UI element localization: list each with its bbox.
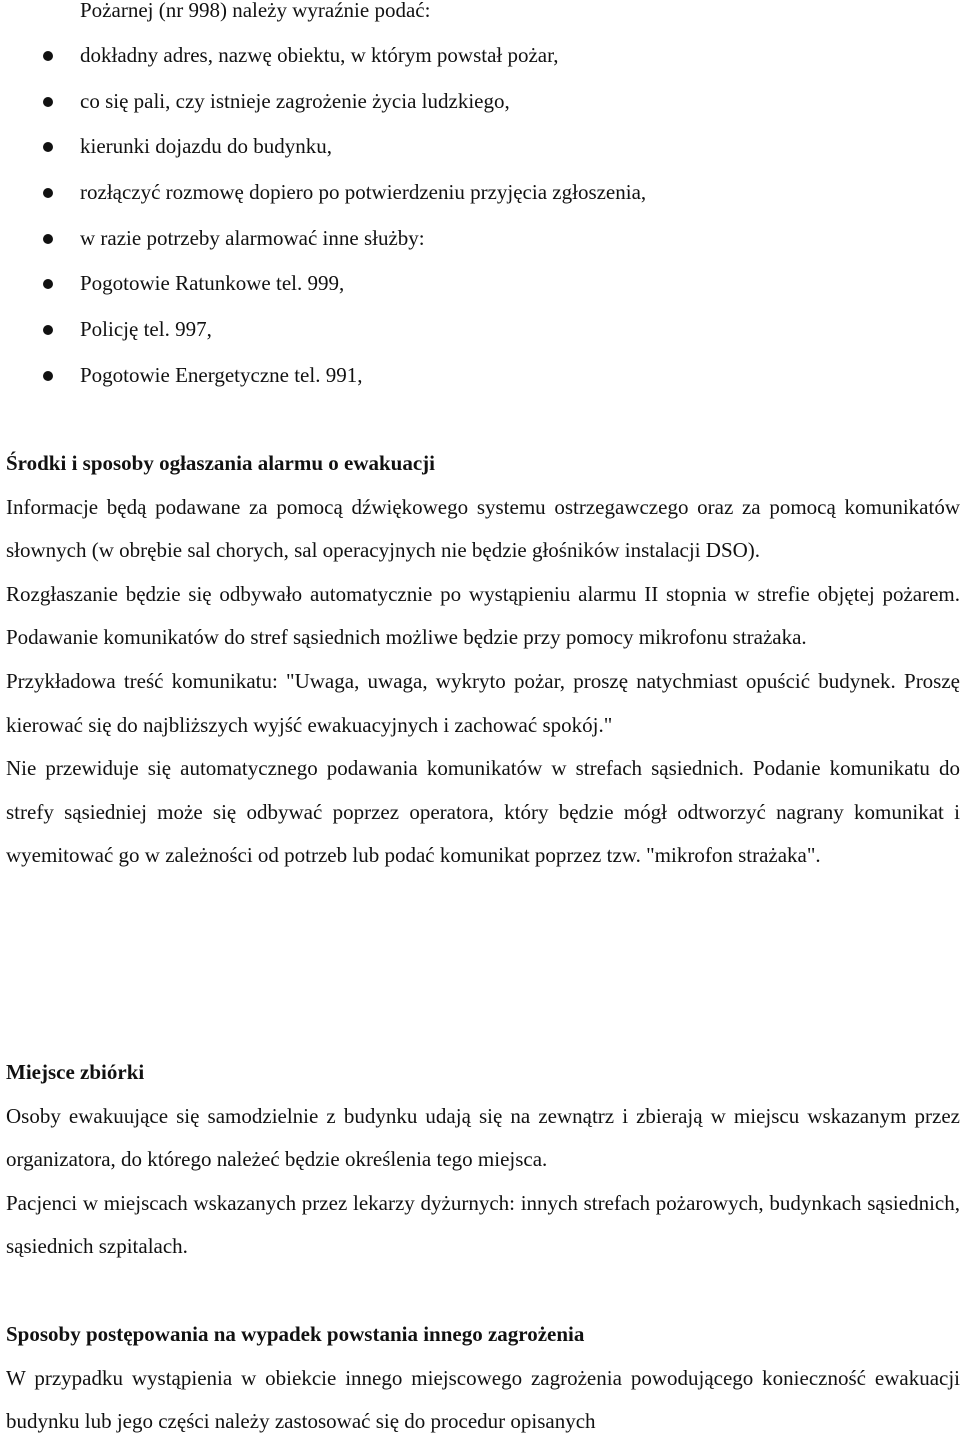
other-threat-section xyxy=(6,1313,960,1444)
bullet-icon xyxy=(43,234,53,244)
list-item-text: co się pali, czy istnieje zagrożenie życia ludzkiego, xyxy=(80,88,510,113)
list-item-text: Pogotowie Ratunkowe tel. 999, xyxy=(80,271,345,296)
bullet-icon xyxy=(43,325,53,335)
list-item-text: dokładny adres, nazwę obiektu, w którym powstał pożar, xyxy=(80,43,559,67)
bullet-icon xyxy=(43,279,53,289)
assembly-point-section xyxy=(6,1051,960,1269)
intro-line: Pożarnej (nr 998) należy wyraźnie podać: xyxy=(80,0,431,22)
bullet-icon xyxy=(43,51,53,61)
section-heading: Sposoby postępowania na wypadek powstania innego zagrożenia xyxy=(6,1322,585,1346)
bullet-icon xyxy=(43,188,53,198)
list-item-text: Pogotowie Energetyczne tel. 991, xyxy=(80,362,363,387)
paragraph: Nie przewiduje się automatycznego podawania komunikatów w strefach sąsiednich. Podanie komunikatu do strefy sąsiedniej może się odbywać poprzez operatora, który będzie mógł odtworzyć nagrany komunikat i wyemitować go w zależności od potrzeb lub podać komunikat poprzez tzw. "mikrofon strażaka". xyxy=(6,756,960,868)
bullet-icon xyxy=(43,142,53,152)
paragraph: W przypadku wystąpienia w obiekcie innego miejscowego zagrożenia powodującego konieczność ewakuacji budynku lub jego części należy zastosować się do procedur opisanych xyxy=(6,1365,960,1434)
list-item-text: rozłączyć rozmowę dopiero po potwierdzeniu przyjęcia zgłoszenia, xyxy=(80,180,647,205)
paragraph: Pacjenci w miejscach wskazanych przez lekarzy dyżurnych: innych strefach pożarowych, budynkach sąsiednich, sąsiednich szpitalach. xyxy=(6,1190,960,1259)
list-item xyxy=(0,307,960,353)
section-heading: Środki i sposoby ogłaszania alarmu o ewakuacji xyxy=(6,451,436,475)
list-item-text: Policję tel. 997, xyxy=(80,317,212,342)
list-item xyxy=(0,79,960,125)
bullet-icon xyxy=(43,371,53,381)
list-item-text: kierunki dojazdu do budynku, xyxy=(80,134,332,159)
section-heading: Miejsce zbiórki xyxy=(6,1060,145,1084)
bullet-icon xyxy=(43,97,53,107)
list-item xyxy=(0,353,960,399)
paragraph: Informacje będą podawane za pomocą dźwiękowego systemu ostrzegawczego oraz za pomocą komunikatów słownych (w obrębie sal chorych, sal operacyjnych nie będzie głośników instalacji DSO). xyxy=(6,494,960,563)
list-item xyxy=(0,216,960,262)
alarm-section xyxy=(6,442,960,878)
list-item xyxy=(0,33,960,79)
list-item-text: w razie potrzeby alarmować inne służby: xyxy=(80,225,425,250)
paragraph: Przykładowa treść komunikatu: "Uwaga, uwaga, wykryto pożar, proszę natychmiast opuścić budynek. Proszę kierować się do najbliższych wyjść ewakuacyjnych i zachować spokój." xyxy=(6,668,960,737)
list-item xyxy=(0,261,960,307)
list-item xyxy=(0,170,960,216)
list-item xyxy=(0,124,960,170)
paragraph: Rozgłaszanie będzie się odbywało automatycznie po wystąpieniu alarmu II stopnia w strefie objętej pożarem. Podawanie komunikatów do stref sąsiednich możliwe będzie przy pomocy mikrofonu strażaka. xyxy=(6,581,960,650)
paragraph: Osoby ewakuujące się samodzielnie z budynku udają się na zewnątrz i zbierają w miejscu wskazanym przez organizatora, do którego należeć będzie określenia tego miejsca. xyxy=(6,1103,960,1172)
emergency-call-checklist xyxy=(0,33,960,399)
